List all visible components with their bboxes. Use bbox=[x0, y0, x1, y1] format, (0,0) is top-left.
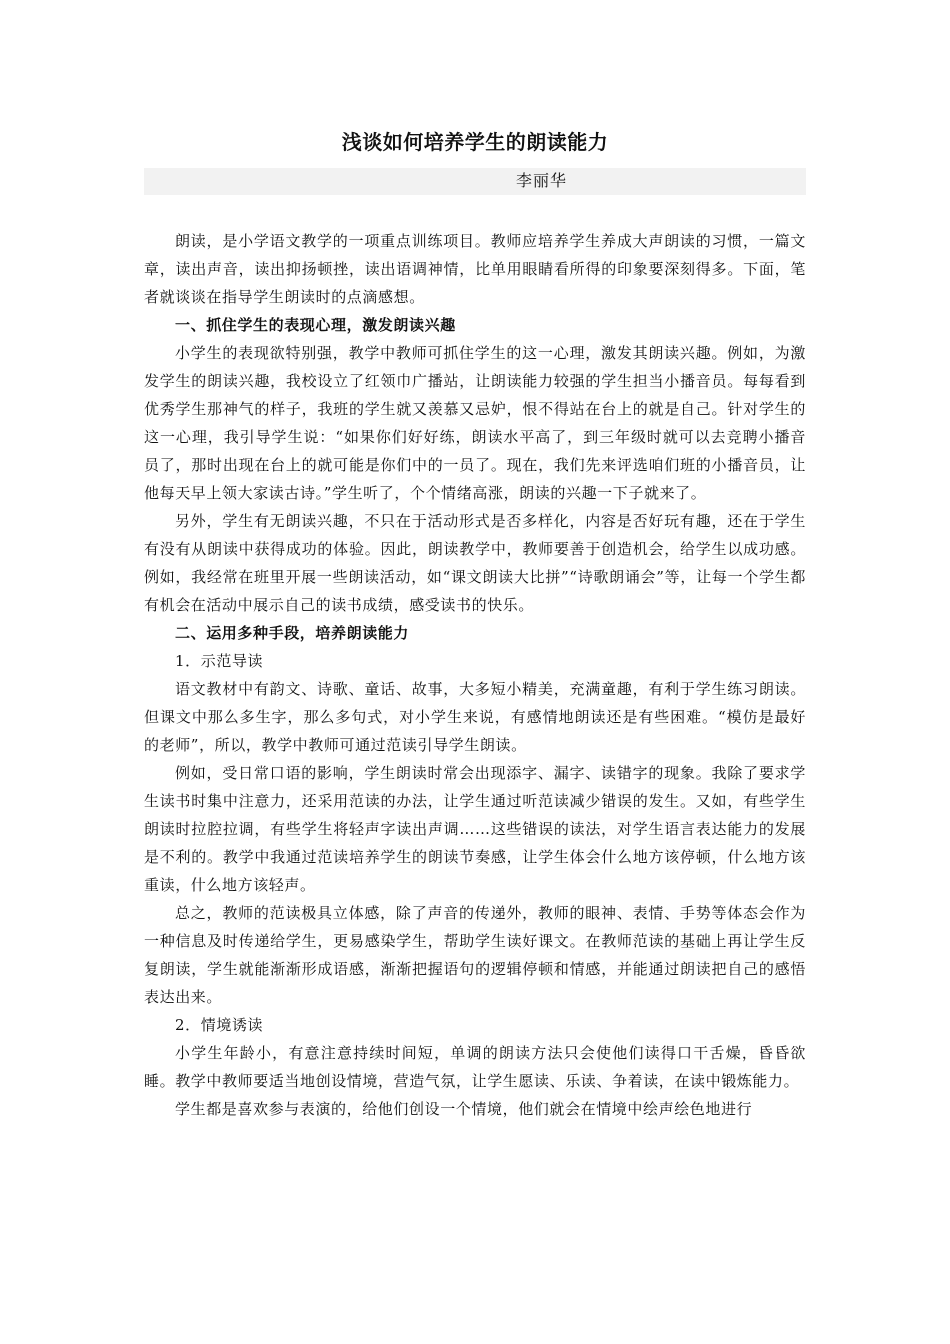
document-body bbox=[144, 227, 806, 1123]
section-heading: 二、运用多种手段，培养朗读能力 bbox=[175, 624, 410, 642]
author-name: 李丽华 bbox=[516, 171, 568, 190]
paragraph: 朗读，是小学语文教学的一项重点训练项目。教师应培养学生养成大声朗读的习惯，一篇文章，读出声音，读出抑扬顿挫，读出语调神情，比单用眼睛看所得的印象要深刻得多。下面，笔者就谈谈在指导学生朗读时的点滴感想。 bbox=[144, 232, 806, 306]
paragraph: 另外，学生有无朗读兴趣，不只在于活动形式是否多样化，内容是否好玩有趣，还在于学生有没有从朗读中获得成功的体验。因此，朗读教学中，教师要善于创造机会，给学生以成功感。例如，我经常在班里开展一些朗读活动，如“课文朗读大比拼”“诗歌朗诵会”等，让每一个学生都有机会在活动中展示自己的读书成绩，感受读书的快乐。 bbox=[144, 512, 806, 614]
paragraph: 小学生年龄小，有意注意持续时间短，单调的朗读方法只会使他们读得口干舌燥，昏昏欲睡。教学中教师要适当地创设情境，营造气氛，让学生愿读、乐读、争着读，在读中锻炼能力。 bbox=[144, 1044, 806, 1090]
subsection-heading: 1．示范导读 bbox=[175, 652, 264, 670]
paragraph: 语文教材中有韵文、诗歌、童话、故事，大多短小精美，充满童趣，有利于学生练习朗读。但课文中那么多生字，那么多句式，对小学生来说，有感情地朗读还是有些困难。“模仿是最好的老师”，所以，教学中教师可通过范读引导学生朗读。 bbox=[144, 680, 806, 754]
author-bar bbox=[144, 168, 806, 195]
document-title: 浅谈如何培养学生的朗读能力 bbox=[341, 130, 609, 154]
paragraph: 总之，教师的范读极具立体感，除了声音的传递外，教师的眼神、表情、手势等体态会作为一种信息及时传递给学生，更易感染学生，帮助学生读好课文。在教师范读的基础上再让学生反复朗读，学生就能渐渐形成语感，渐渐把握语句的逻辑停顿和情感，并能通过朗读把自己的感悟表达出来。 bbox=[144, 904, 806, 1006]
subsection-heading: 2．情境诱读 bbox=[175, 1016, 264, 1034]
paragraph: 小学生的表现欲特别强，教学中教师可抓住学生的这一心理，激发其朗读兴趣。例如，为激发学生的朗读兴趣，我校设立了红领巾广播站，让朗读能力较强的学生担当小播音员。每每看到优秀学生那神气的样子，我班的学生就又羡慕又忌妒，恨不得站在台上的就是自己。针对学生的这一心理，我引导学生说：“如果你们好好练，朗读水平高了，到三年级时就可以去竞聘小播音员了，那时出现在台上的就可能是你们中的一员了。现在，我们先来评选咱们班的小播音员，让他每天早上领大家读古诗。”学生听了，个个情绪高涨，朗读的兴趣一下子就来了。 bbox=[144, 344, 806, 502]
paragraph: 例如，受日常口语的影响，学生朗读时常会出现添字、漏字、读错字的现象。我除了要求学生读书时集中注意力，还采用范读的办法，让学生通过听范读减少错误的发生。又如，有些学生朗读时拉腔拉调，有些学生将轻声字读出声调……这些错误的读法，对学生语言表达能力的发展是不利的。教学中我通过范读培养学生的朗读节奏感，让学生体会什么地方该停顿，什么地方该重读，什么地方该轻声。 bbox=[144, 764, 806, 894]
paragraph: 学生都是喜欢参与表演的，给他们创设一个情境，他们就会在情境中绘声绘色地进行 bbox=[175, 1100, 753, 1118]
document-page bbox=[144, 120, 806, 1123]
section-heading: 一、抓住学生的表现心理，激发朗读兴趣 bbox=[175, 316, 456, 334]
